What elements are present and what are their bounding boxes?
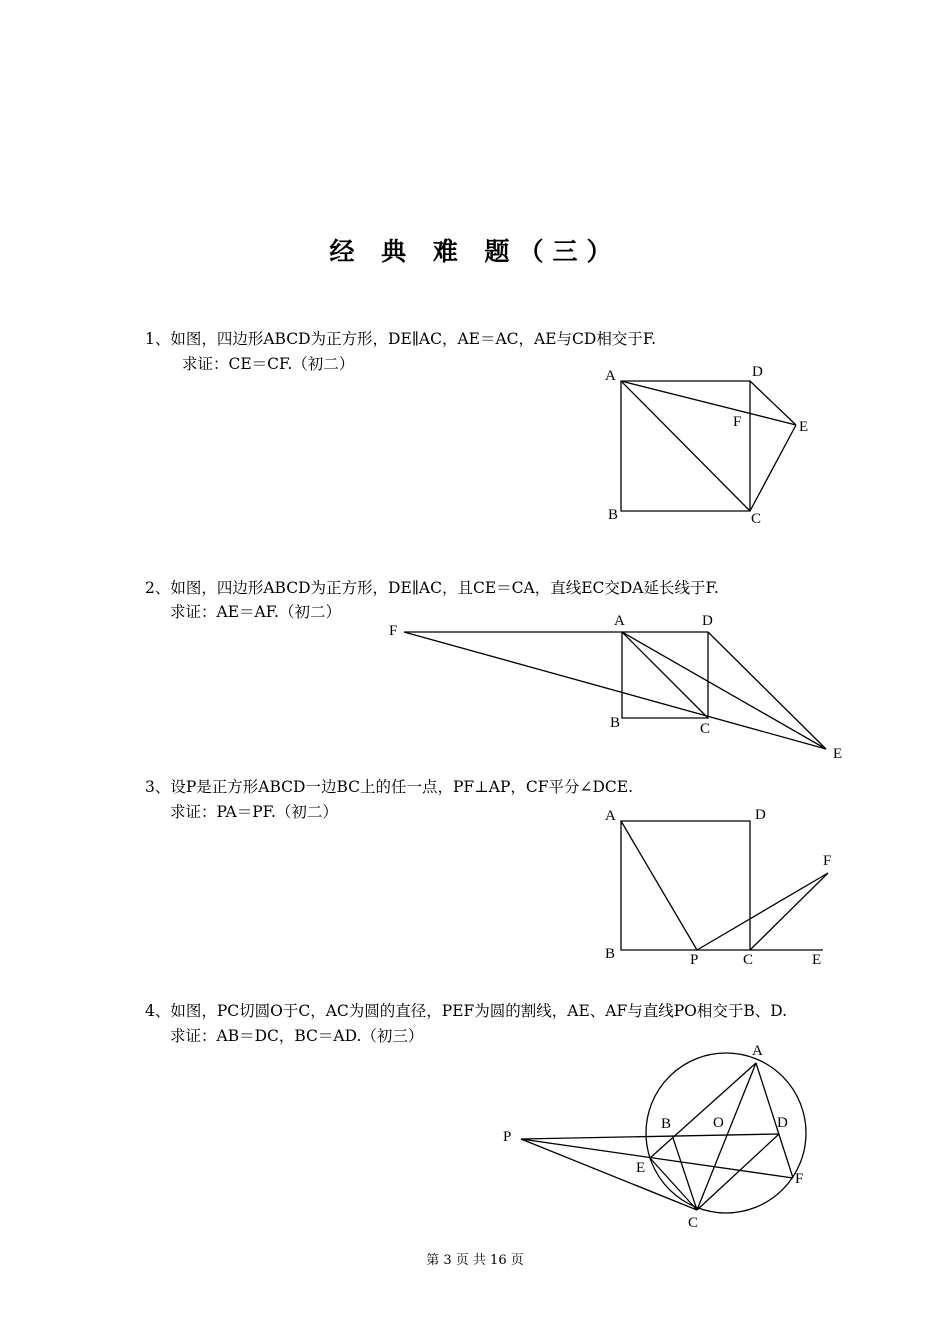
fig4-label-a: A [752,1043,763,1059]
fig3-label-p: P [690,952,699,968]
fig3-label-c: C [743,952,754,968]
fig3-label-d: D [755,807,766,823]
fig4-line-dc [697,1134,779,1210]
fig2-label-f: F [389,623,398,639]
figure-3 [605,807,831,968]
fig2-diagonal-ac [622,632,708,718]
fig1-line-ce [750,425,796,511]
problem-1-proof: 求证：CE＝CF.（初二） [182,355,355,373]
fig4-label-f: F [795,1171,804,1187]
fig2-label-b: B [610,715,621,731]
fig4-line-pc [521,1139,697,1210]
fig4-line-ec [650,1158,697,1210]
page-footer: 第 3 页 共 16 页 [426,1253,524,1268]
fig2-line-de [708,632,826,749]
fig2-label-a: A [614,613,625,629]
fig1-label-f: F [733,414,742,430]
fig4-label-d: D [777,1115,788,1131]
fig4-label-e: E [636,1160,646,1176]
fig3-label-a: A [605,808,616,824]
figure-4 [503,1043,806,1231]
fig4-label-c: C [688,1215,699,1231]
fig3-label-b: B [605,946,616,962]
figure-2 [389,613,842,762]
fig1-line-de [750,381,796,425]
fig1-diagonal-ac [621,381,750,511]
fig4-line-pd [521,1134,779,1139]
problem-1-statement: 1、如图，四边形ABCD为正方形，DE∥AC，AE＝AC，AE与CD相交于F. [145,330,657,348]
problem-2-statement: 2、如图，四边形ABCD为正方形，DE∥AC，且CE＝CA，直线EC交DA延长线于F. [145,579,719,597]
fig1-label-b: B [608,507,619,523]
fig1-label-a: A [605,368,616,384]
fig2-line-ae [622,632,826,749]
fig3-label-f: F [823,853,832,869]
problem-3-proof: 求证：PA＝PF.（初二） [170,803,338,821]
fig2-label-c: C [700,721,711,737]
fig4-diameter-ac [697,1063,756,1210]
fig4-label-o: O [713,1115,724,1131]
problem-2-proof: 求证：AE＝AF.（初二） [170,603,341,621]
fig3-line-ap [621,821,697,950]
fig2-line-fe [404,632,826,749]
fig3-label-e: E [812,952,822,968]
figure-1 [605,364,808,527]
page-title: 经 典 难 题（三） [329,237,621,266]
fig4-circle [646,1053,806,1213]
problem-4-statement: 4、如图，PC切圆O于C，AC为圆的直径，PEF为圆的割线，AE、AF与直线PO相交于B、D. [145,1002,788,1020]
fig4-line-bc [673,1138,697,1210]
fig2-label-d: D [702,613,713,629]
fig1-label-d: D [752,364,763,380]
problem-4-proof: 求证：AB＝DC，BC＝AD.（初三） [170,1027,424,1045]
fig4-line-ae [650,1063,756,1158]
fig1-label-c: C [751,511,762,527]
fig2-label-e: E [833,746,843,762]
fig4-label-b: B [661,1116,672,1132]
fig1-label-e: E [799,419,809,435]
fig4-label-p: P [503,1129,512,1145]
problem-3-statement: 3、设P是正方形ABCD一边BC上的任一点，PF⊥AP，CF平分∠DCE. [145,778,634,796]
fig1-line-ae [621,381,796,425]
